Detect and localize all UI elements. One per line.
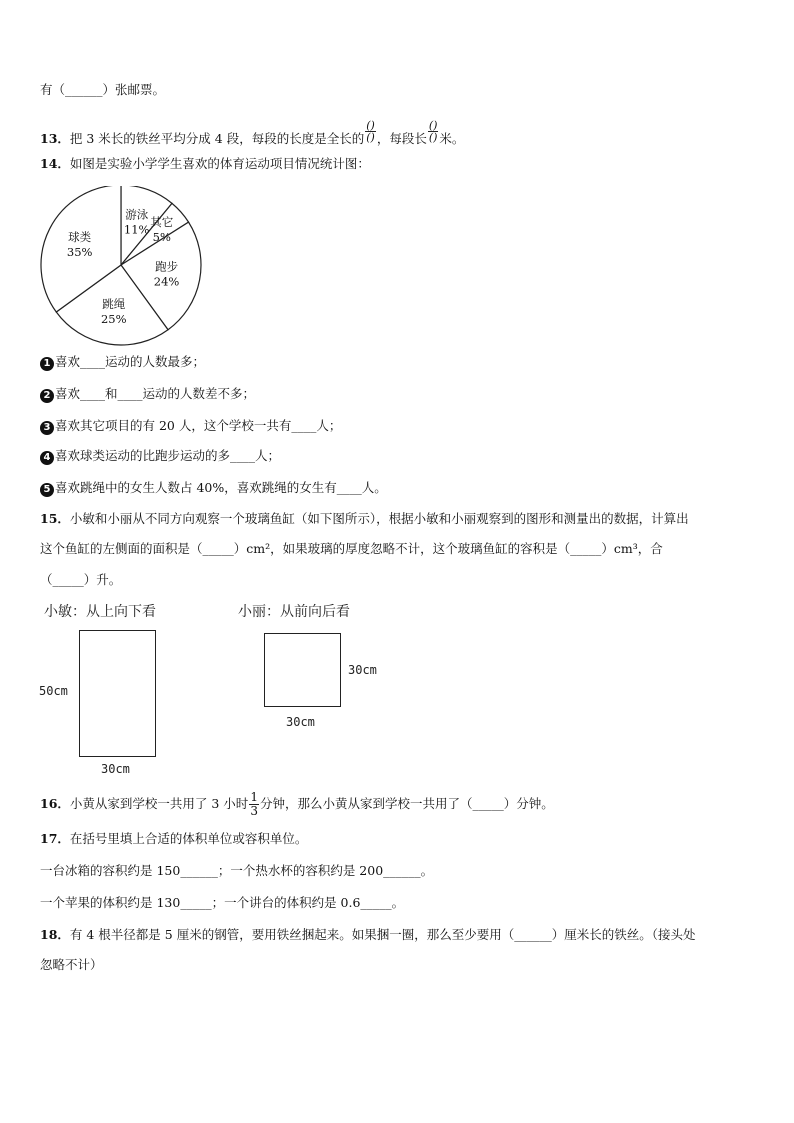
sub-question-text: 喜欢____运动的人数最多； xyxy=(55,354,206,369)
question-15-line-3: （_____）升。 xyxy=(40,572,122,587)
question-text: 有 4 根半径都是 5 厘米的钢管，要用铁丝捆起来。如果捆一圈，那么至少要用（______）厘米长的铁丝。（接头处 xyxy=(69,927,696,942)
question-14-sub-5 xyxy=(40,478,387,498)
figure-1-title: 小敏：从上向下看 xyxy=(44,604,156,620)
question-16 xyxy=(40,790,554,818)
previous-question-tail: 有（______）张邮票。 xyxy=(40,82,166,97)
circled-number: 5 xyxy=(40,483,54,497)
question-14 xyxy=(40,154,370,174)
circled-number: 3 xyxy=(40,421,54,435)
figure-2-title: 小丽：从前向后看 xyxy=(238,604,350,620)
top-view-height-label: 50cm xyxy=(39,684,68,698)
fraction-one-third xyxy=(249,791,259,818)
fraction-numerator: () xyxy=(428,119,438,132)
question-17-line-1: 一台冰箱的容积约是 150______；一个热水杯的容积约是 200______。 xyxy=(40,863,434,878)
question-text: 分钟，那么小黄从家到学校一共用了（_____）分钟。 xyxy=(259,796,554,811)
question-14-sub-1 xyxy=(40,352,205,372)
question-number: 18． xyxy=(40,927,70,942)
question-number: 14． xyxy=(40,156,70,171)
pie-slice-label: 其它 xyxy=(150,215,174,230)
question-15-line-1 xyxy=(40,509,689,529)
question-text: 把 3 米长的铁丝平均分成 4 段，每段的长度是全长的 xyxy=(69,131,365,146)
pie-slice-label: 跳绳 xyxy=(102,296,126,311)
pie-slice-label: 跑步 xyxy=(155,259,179,274)
question-number: 13． xyxy=(40,131,70,146)
top-view-rectangle xyxy=(79,630,156,757)
question-13 xyxy=(40,119,465,152)
pie-slice-percent: 25% xyxy=(100,311,127,326)
question-18-line-1 xyxy=(40,925,695,945)
question-number: 17． xyxy=(40,831,70,846)
pie-slice-percent: 5% xyxy=(152,230,171,245)
question-text: 小敏和小丽从不同方向观察一个玻璃鱼缸（如下图所示），根据小敏和小丽观察到的图形和测量出的数据，计算出 xyxy=(69,511,689,526)
question-17 xyxy=(40,829,307,849)
top-view-width-label: 30cm xyxy=(101,762,130,776)
question-text: 在括号里填上合适的体积单位或容积单位。 xyxy=(69,831,308,846)
fraction-denominator: () xyxy=(366,131,375,144)
fraction-blank xyxy=(428,120,439,143)
question-14-sub-4 xyxy=(40,446,280,466)
question-text: 如图是实验小学学生喜欢的体育运动项目情况统计图： xyxy=(69,156,370,171)
fraction-denominator: () xyxy=(428,131,438,144)
question-text: 小黄从家到学校一共用了 3 小时 xyxy=(69,796,249,811)
question-number: 16． xyxy=(40,796,70,811)
circled-number: 2 xyxy=(40,389,54,403)
pie-chart xyxy=(37,186,207,346)
fraction-numerator: 1 xyxy=(250,790,258,804)
sub-question-text: 喜欢____和____运动的人数差不多； xyxy=(55,386,256,401)
pie-slice-percent: 11% xyxy=(123,222,150,237)
front-view-square xyxy=(264,633,341,707)
sub-question-text: 喜欢球类运动的比跑步运动的多____人； xyxy=(55,448,281,463)
question-18-line-2: 忽略不计） xyxy=(40,957,103,972)
sub-question-text: 喜欢跳绳中的女生人数占 40%，喜欢跳绳的女生有____人。 xyxy=(55,480,387,495)
question-text: ，每段长 xyxy=(376,131,427,146)
fraction-numerator: () xyxy=(366,119,375,132)
circled-number: 1 xyxy=(40,357,54,371)
front-view-width-label: 30cm xyxy=(286,715,315,729)
pie-slice-label: 游泳 xyxy=(125,207,149,222)
question-text: 米。 xyxy=(439,131,465,146)
front-view-height-label: 30cm xyxy=(348,663,377,677)
circled-number: 4 xyxy=(40,451,54,465)
pie-slice-percent: 35% xyxy=(66,244,93,259)
sub-question-text: 喜欢其它项目的有 20 人，这个学校一共有____人； xyxy=(55,418,342,433)
question-14-sub-2 xyxy=(40,384,255,404)
question-14-sub-3 xyxy=(40,416,341,436)
pie-slice-label: 球类 xyxy=(68,229,92,244)
fraction-blank xyxy=(365,120,376,143)
question-number: 15． xyxy=(40,511,70,526)
fraction-denominator: 3 xyxy=(250,804,258,818)
question-17-line-2: 一个苹果的体积约是 130_____；一个讲台的体积约是 0.6_____。 xyxy=(40,895,405,910)
pie-slice-percent: 24% xyxy=(153,274,180,289)
question-15-line-2: 这个鱼缸的左侧面的面积是（_____）cm²，如果玻璃的厚度忽略不计，这个玻璃鱼缸的容积是（_____）cm³，合 xyxy=(40,541,663,556)
